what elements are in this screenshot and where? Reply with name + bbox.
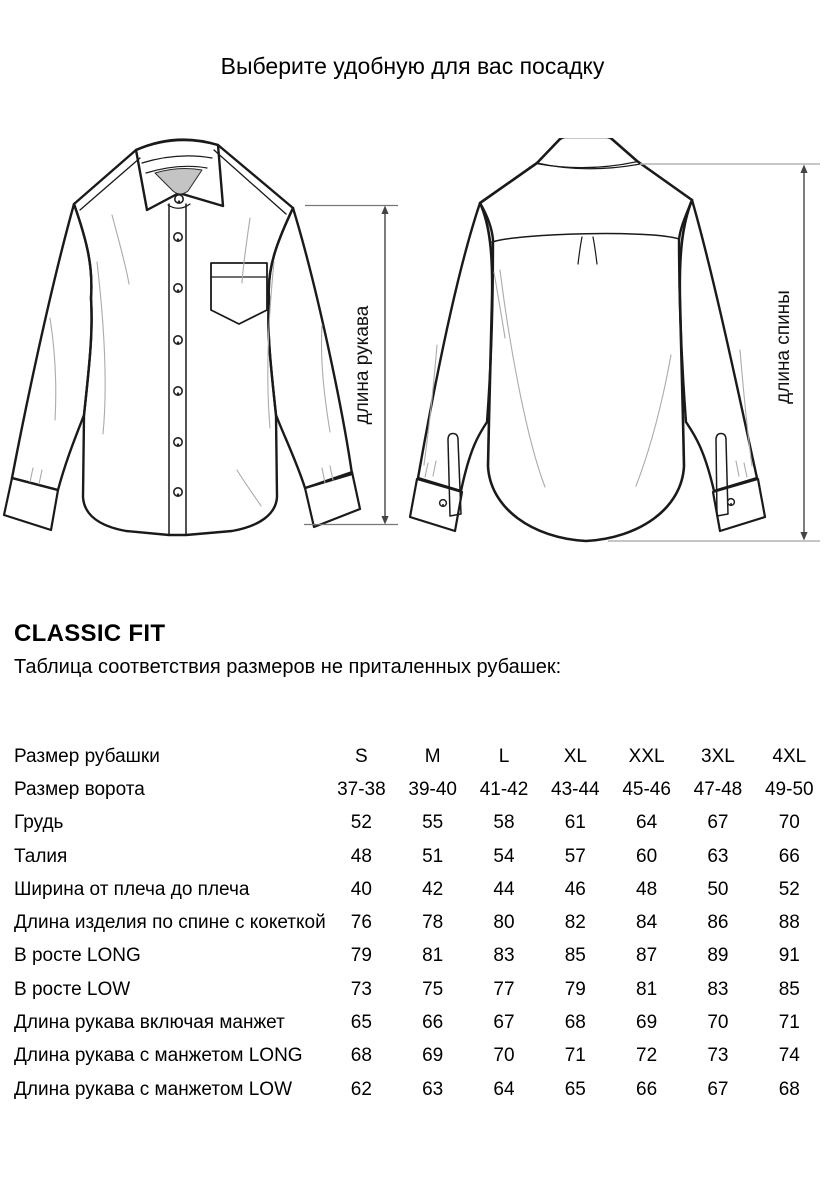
size-table-header-row [14,740,825,773]
front-collar-inner [155,169,202,194]
cell-value: 86 [707,912,729,934]
cell-value: 63 [707,845,729,867]
back-pleat-lines [578,237,597,264]
cell-value: 89 [707,945,729,967]
cell-value: 67 [493,1012,515,1034]
cell-value: 83 [493,945,515,967]
cell-value: 55 [422,812,444,834]
arrow-up-icon [381,206,388,215]
cell-value: 70 [778,812,800,834]
back-cuff-right [713,479,765,531]
row-label: Длина рукава с манжетом LONG [14,1045,303,1067]
size-column-header: M [424,745,441,767]
cell-value: 69 [422,1045,444,1067]
row-label: Размер ворота [14,778,145,800]
cell-value: 66 [422,1012,444,1034]
front-cuff-left [4,478,58,530]
size-table-row [14,773,825,806]
cell-value: 52 [778,878,800,900]
cell-value: 48 [350,845,372,867]
cell-value: 81 [422,945,444,967]
cell-value: 52 [350,812,372,834]
back-sleeve-placket-right [716,434,728,517]
cell-value: 68 [564,1012,586,1034]
cell-value: 44 [493,878,515,900]
cell-value: 63 [422,1078,444,1100]
size-table-row [14,807,825,840]
cell-value: 62 [350,1078,372,1100]
row-label: Длина изделия по спине с кокеткой [14,912,326,934]
chest-pocket [211,263,267,324]
cell-value: 85 [778,978,800,1000]
size-column-header: XL [563,745,587,767]
size-column-header: 4XL [772,745,807,767]
row-label: Длина рукава с манжетом LOW [14,1078,293,1100]
cell-value: 60 [636,845,658,867]
arrow-down-icon [381,516,388,525]
size-table-row [14,906,825,939]
cell-value: 42 [422,878,444,900]
cell-value: 66 [778,845,800,867]
cell-value: 57 [564,845,586,867]
size-table-body [14,740,825,1106]
row-label: Длина рукава включая манжет [14,1012,285,1034]
cell-value: 88 [778,912,800,934]
cell-value: 84 [636,912,658,934]
back-collar [537,138,637,167]
sleeve-length-label: длина рукава [352,305,373,425]
size-column-header: S [355,745,368,767]
size-table-row [14,873,825,906]
cell-value: 67 [707,1078,729,1100]
cell-value: 49-50 [764,778,814,800]
front-sleeve-right [268,208,352,488]
cell-value: 65 [564,1078,586,1100]
cell-value: 79 [564,978,586,1000]
size-table-row [14,973,825,1006]
cell-value: 37-38 [337,778,386,800]
cell-value: 47-48 [693,778,743,800]
size-column-header: 3XL [701,745,735,767]
back-cuff-button-left-dot [442,504,444,506]
cell-value: 77 [493,978,515,1000]
cell-value: 54 [493,845,515,867]
size-table-row [14,1040,825,1073]
cell-value: 81 [636,978,658,1000]
front-yoke-seam-left [80,158,140,210]
cell-value: 65 [350,1012,372,1034]
cell-value: 71 [564,1045,586,1067]
shirt-back-drawing [410,138,765,541]
front-buttons [174,195,183,496]
cell-value: 83 [707,978,729,1000]
size-table-row [14,1006,825,1039]
cell-value: 74 [778,1045,800,1067]
size-column-header: L [498,745,510,767]
arrow-down-icon [800,532,807,541]
cell-value: 43-44 [551,778,600,800]
cell-value: 82 [564,912,586,934]
back-sleeve-right [679,200,757,491]
cell-value: 72 [636,1045,658,1067]
row-label: Ширина от плеча до плеча [14,878,250,900]
cell-value: 41-42 [479,778,529,800]
front-placket [169,204,186,535]
row-label: Грудь [14,812,64,834]
front-creases [30,215,333,506]
row-label: Размер рубашки [14,745,160,767]
cell-value: 75 [422,978,444,1000]
front-yoke-seam-right [214,150,286,214]
row-label: Талия [14,845,68,867]
cell-value: 48 [636,878,658,900]
cell-value: 76 [350,912,372,934]
arrow-up-icon [800,165,807,174]
cell-value: 50 [707,878,729,900]
size-table-row [14,1073,825,1106]
front-sleeve-left [12,204,92,490]
cell-value: 73 [350,978,372,1000]
sleeve-length-measure [304,206,398,525]
size-table-row [14,840,825,873]
size-column-header: XXL [628,745,665,767]
cell-value: 79 [350,945,372,967]
cell-value: 64 [493,1078,515,1100]
cell-value: 51 [422,845,444,867]
cell-value: 85 [564,945,586,967]
cell-value: 70 [707,1012,729,1034]
back-cuff-button-right-dot [730,503,732,505]
cell-value: 67 [707,812,729,834]
size-table-row [14,940,825,973]
cell-value: 80 [493,912,515,934]
cell-value: 78 [422,912,444,934]
cell-value: 61 [564,812,586,834]
row-label: В росте LOW [14,978,131,1000]
back-sleeve-left [418,203,493,491]
cell-value: 45-46 [622,778,671,800]
cell-value: 66 [636,1078,658,1100]
cell-value: 91 [778,945,800,967]
back-cuff-left [410,479,462,531]
cell-value: 58 [493,812,515,834]
back-yoke-seam [492,234,679,242]
cell-value: 40 [350,878,372,900]
cell-value: 68 [350,1045,372,1067]
cell-value: 68 [778,1078,800,1100]
fit-heading: CLASSIC FIT [14,620,166,647]
back-length-label: длина спины [773,290,794,404]
table-caption: Таблица соответствия размеров не приталенных рубашек: [14,656,562,678]
cell-value: 71 [778,1012,800,1034]
shirt-front-drawing [4,140,360,535]
sleeve-measure-ticks [304,206,398,525]
cell-value: 69 [636,1012,658,1034]
cell-value: 87 [636,945,658,967]
shirt-diagram [0,138,825,553]
size-table [14,740,825,1106]
page-title: Выберите удобную для вас посадку [220,53,605,79]
cell-value: 70 [493,1045,515,1067]
cell-value: 73 [707,1045,729,1067]
back-length-measure [608,164,820,541]
cell-value: 64 [636,812,658,834]
row-label: В росте LONG [14,945,141,967]
cell-value: 39-40 [408,778,457,800]
cell-value: 46 [564,878,586,900]
